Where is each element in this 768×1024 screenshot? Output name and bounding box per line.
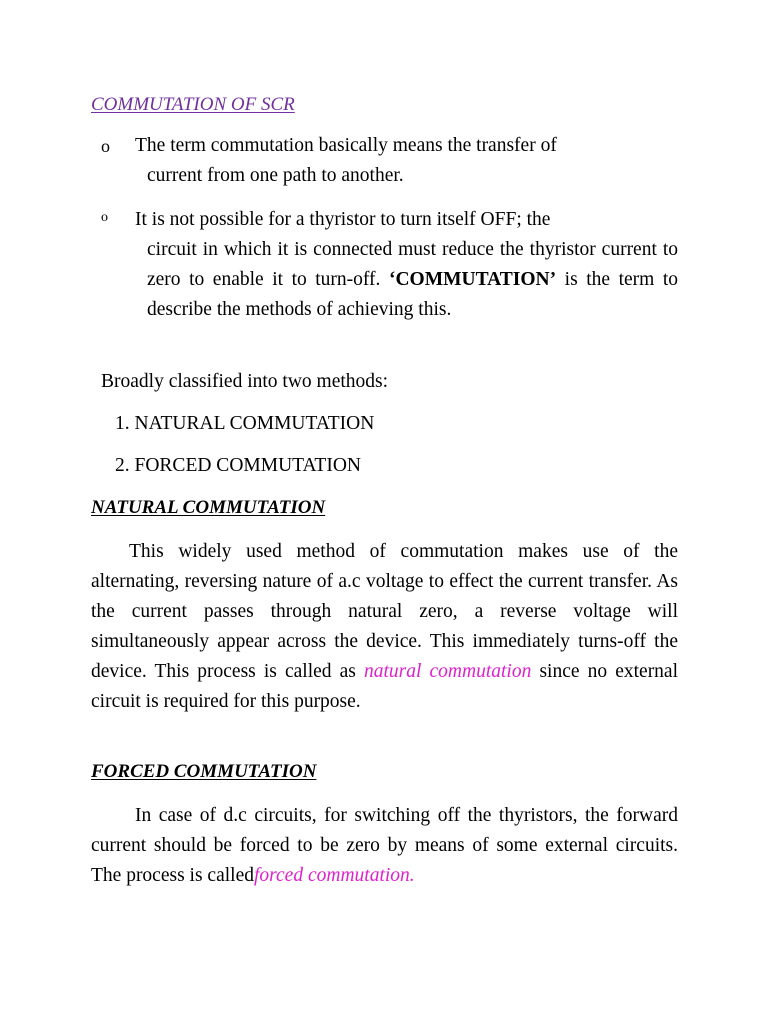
bullet-continuation: current from one path to another. bbox=[147, 165, 404, 186]
paragraph-text: since no external circuit is required for this purpose. bbox=[91, 661, 679, 712]
bullet-text-part: circuit in which it is connected must reduce the thyristor current to zero to enable it to turn-off. bbox=[147, 239, 678, 290]
page-title: COMMUTATION OF SCR bbox=[91, 94, 295, 115]
method-item-natural: 1. NATURAL COMMUTATION bbox=[115, 413, 375, 434]
classification-intro: Broadly classified into two methods: bbox=[101, 371, 389, 392]
bullet-marker: o bbox=[101, 136, 110, 156]
bullet-line: It is not possible for a thyristor to turn itself OFF; the bbox=[135, 209, 551, 230]
bold-term: ‘COMMUTATION’ bbox=[388, 269, 557, 290]
method-item-forced: 2. FORCED COMMUTATION bbox=[115, 455, 361, 476]
bullet-line: The term commutation basically means the transfer of bbox=[135, 135, 557, 156]
bullet-marker: o bbox=[101, 210, 108, 225]
natural-paragraph bbox=[91, 537, 678, 717]
bullet-item-commutation-definition bbox=[135, 205, 678, 325]
bullet-continuation bbox=[135, 235, 678, 325]
paragraph-text: In case of d.c circuits, for switching off the thyristors, the forward current should be forced to be zero by means of some external circuits. The process is called bbox=[91, 805, 678, 886]
highlighted-term: natural commutation bbox=[363, 661, 532, 682]
paragraph-text: This widely used method of commutation makes use of the alternating, reversing nature of a.c voltage to effect the current transfer. As the current passes through natural zero, a reverse voltage will simultaneously appear across the device. This immediately turns-off the device. This process is called as bbox=[91, 541, 678, 682]
bullet-text-part: is the term to describe the methods of achieving this. bbox=[147, 269, 678, 320]
bullet-item-transfer bbox=[135, 131, 678, 191]
section-heading-forced: FORCED COMMUTATION bbox=[91, 761, 317, 782]
forced-paragraph bbox=[91, 801, 678, 891]
section-heading-natural: NATURAL COMMUTATION bbox=[91, 497, 326, 518]
highlighted-term: forced commutation. bbox=[253, 865, 415, 886]
